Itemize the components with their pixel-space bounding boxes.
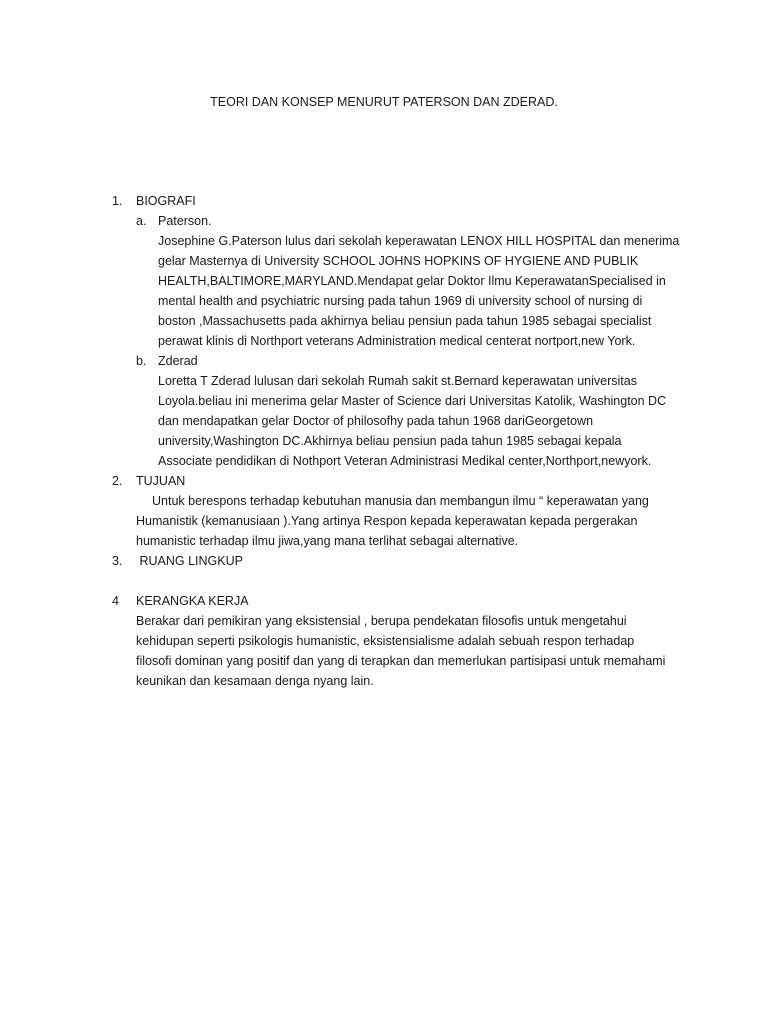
section-number: 4 [112, 594, 119, 608]
subheading-zderad: Zderad [158, 354, 198, 368]
section-heading-tujuan: TUJUAN [136, 474, 186, 488]
paragraph-line: gelar Masternya di University SCHOOL JOHNS HOPKINS OF HYGIENE AND PUBLIK [158, 254, 639, 268]
subheading-paterson: Paterson. [158, 214, 212, 228]
paragraph-line: Berakar dari pemikiran yang eksistensial , berupa pendekatan filosofis untuk mengetahui [136, 614, 627, 628]
paragraph-line: HEALTH,BALTIMORE,MARYLAND.Mendapat gelar Doktor Ilmu KeperawatanSpecialised in [158, 274, 666, 288]
document-title: TEORI DAN KONSEP MENURUT PATERSON DAN ZDERAD. [210, 95, 558, 109]
paragraph-line: dan mendapatkan gelar Doctor of philosofhy pada tahun 1968 dariGeorgetown [158, 414, 594, 428]
paragraph-line: Untuk berespons terhadap kebutuhan manusia dan membangun ilmu “ keperawatan yang [152, 494, 649, 508]
list-marker: b. [136, 354, 147, 368]
section-heading-ruang-lingkup: RUANG LINGKUP [136, 554, 243, 568]
paragraph-line: Associate pendidikan di Nothport Veteran Administrasi Medikal center,Northport,newyork. [158, 454, 652, 468]
section-number: 1. [112, 194, 123, 208]
paragraph-line: Josephine G.Paterson lulus dari sekolah keperawatan LENOX HILL HOSPITAL dan menerima [158, 234, 680, 248]
section-heading-kerangka-kerja: KERANGKA KERJA [136, 594, 249, 608]
paragraph-line: perawat klinis di Northport veterans Administration medical centerat nortport,new York. [158, 334, 636, 348]
paragraph-line: mental health and psychiatric nursing pada tahun 1969 di university school of nursing di [158, 294, 643, 308]
list-marker: a. [136, 214, 147, 228]
paragraph-line: filosofi dominan yang positif dan yang di terapkan dan memerlukan partisipasi untuk memahami [136, 654, 666, 668]
section-heading-biografi: BIOGRAFI [136, 194, 196, 208]
paragraph-line: university,Washington DC.Akhirnya beliau pensiun pada tahun 1985 sebagai kepala [158, 434, 622, 448]
paragraph-line: kehidupan seperti psikologis humanistic, eksistensialisme adalah sebuah respon terhadap [136, 634, 635, 648]
paragraph-line: boston ,Massachusetts pada akhirnya beliau pensiun pada tahun 1985 sebagai specialist [158, 314, 652, 328]
paragraph-line: humanistic terhadap ilmu jiwa,yang mana terlihat sebagai alternative. [136, 534, 519, 548]
section-number: 2. [112, 474, 123, 488]
paragraph-line: Loyola.beliau ini menerima gelar Master of Science dari Universitas Katolik, Washington DC [158, 394, 667, 408]
section-number: 3. [112, 554, 123, 568]
paragraph-line: keunikan dan kesamaan denga nyang lain. [136, 674, 374, 688]
paragraph-line: Humanistik (kemanusiaan ).Yang artinya Respon kepada keperawatan kepada pergerakan [136, 514, 638, 528]
paragraph-line: Loretta T Zderad lulusan dari sekolah Rumah sakit st.Bernard keperawatan universitas [158, 374, 637, 388]
